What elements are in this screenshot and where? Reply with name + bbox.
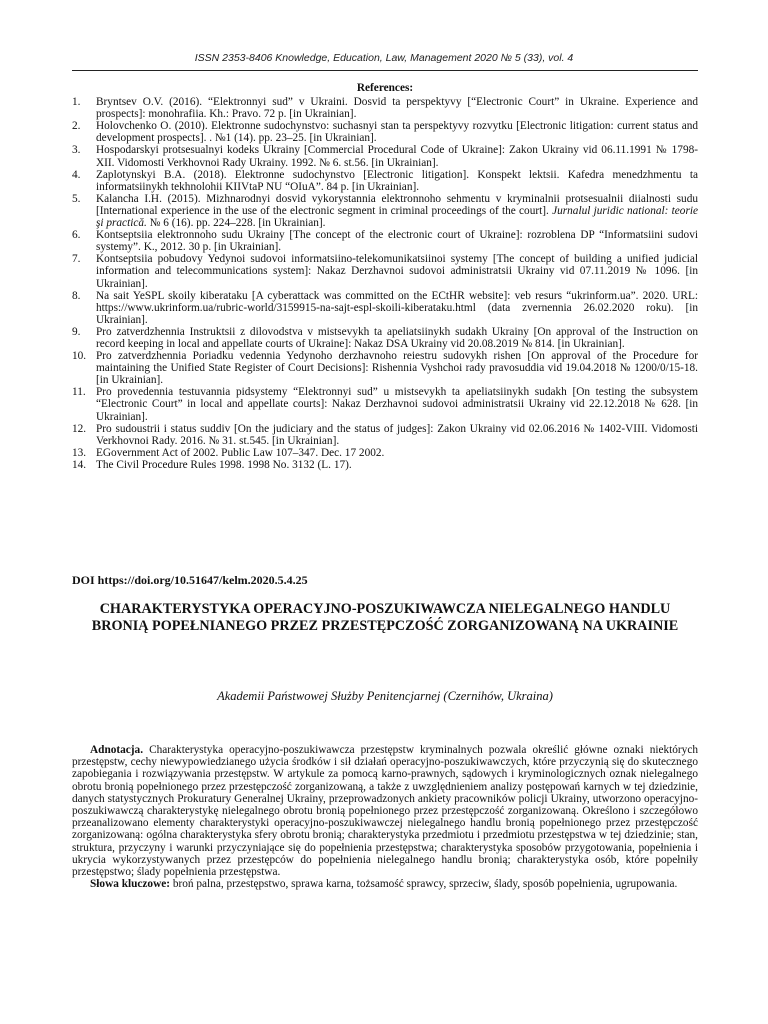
reference-text: Hospodarskyi protsesualnyi kodeks Ukrainy [Commercial Procedural Code of Ukraine]: Zakon Ukrainy vid 06.11.1991 № 1798-XII. Vidomosti Verkhovnoi Rady Ukrainy. 1992. № 6. st.56. [in Ukrainian]. [96, 144, 698, 169]
reference-text: Pro zatverdzhennia Poriadku vedennia Yedynoho derzhavnoho reiestru sudovykh rishen [On approval of the Procedure for maintaining the Unified State Register of Court Decisions]: Rishennia Vyshchoi rady pravosuddia vid 19.04.2018 № 1200/0/15-18. [in Ukrainian]. [96, 350, 698, 387]
doi-line: DOI https://doi.org/10.51647/kelm.2020.5.4.25 [72, 573, 308, 587]
reference-number: 12. [72, 422, 87, 435]
reference-text: Pro sudoustrii i status suddiv [On the judiciary and the status of judges]: Zakon Ukrainy vid 02.06.2016 № 1402-VIII. Vidomosti Verkhovnoi Rady. 2016. № 31. st.545. [in Ukrainian]. [96, 422, 698, 447]
reference-text: Bryntsev O.V. (2016). “Elektronnyi sud” v Ukraini. Dosvid ta perspektyvy [“Electronic Court” in Ukraine. Experience and prospects]: monohrafiia. Kh.: Pravo. 72 p. [in Ukrainian]. [96, 96, 698, 121]
reference-text-tail: № 6 (16). pp. 224–228. [in Ukrainian]. [146, 217, 326, 230]
reference-text: Kontseptsiia elektronnoho sudu Ukrainy [The concept of the electronic court of Ukraine]: rozroblena DP “Informatsiini sudovi systemy”. K., 2012. 30 p. [in Ukrainian]. [96, 229, 698, 254]
reference-number: 7. [72, 253, 81, 266]
reference-text: Kalancha I.H. (2015). Mizhnarodnyi dosvid vykorystannia elektronnoho sehmentu v kryminalnii protsesualnii diialnosti sudu [International experience in the use of the electronic segment in criminal proceedings of the court]. [96, 192, 698, 217]
references-section [72, 82, 698, 471]
reference-number: 4. [72, 168, 81, 181]
reference-item [72, 120, 698, 144]
reference-text: Na sait YeSPL skoily kiberataku [A cyberattack was committed on the ECtHR website]: veb resurs “ukrinform.ua”. 2020. URL: https://www.ukrinform.ua/rubric-world/3159915-na-sajt-espl-skoili-kiberataku.html (data zvernennia 26.02.2020 roku). [in Ukrainian]. [96, 289, 698, 326]
header-divider [72, 70, 698, 71]
reference-number: 5. [72, 192, 81, 205]
reference-item [72, 350, 698, 386]
reference-item [72, 169, 698, 193]
reference-number: 8. [72, 289, 81, 302]
reference-number: 6. [72, 229, 81, 242]
keywords-label: Słowa kluczowe: [90, 878, 171, 891]
abstract-label: Adnotacja. [90, 744, 144, 756]
abstract-text: Charakterystyka operacyjno-poszukiwawcza przestępstw kryminalnych pozwala określić główne oznaki niektórych przestępstw, cechy niewypowiedzianego użycia środków i sił działań operacyjno-poszukiwawczych, które przyczynią się do skutecznego zapobiegania i rozwiązywania przestępstw. W artykule za pomocą karno-prawnych, sądowych i kryminologicznych oznak nielegalnego obrotu bronią popełnionego przez przestępczość zorganizowaną, a także z uwzględnieniem analizy postępowań karnych w tej dziedzinie, danych statystycznych Prokuratury Generalnej Ukrainy, przeprowadzonych ankiety pracowników policji Ukrainy, utworzono operacyjno-poszukiwawczą charakterystykę nielegalnego obrotu bronią popełnionego przez przestępczość zorganizowaną. Określono i szczegółowo przeanalizowano elementy charakterystyki operacyjno-poszukiwawczej nielegalnego handlu bronią popełnionego przez przestępczość zorganizowaną: ogólna charakterystyka sfery obrotu bronią; charakterystyka przedmiotu i przedmiotu przestępstwa w tej dziedzinie; stan, struktura, przyczyny i warunki przyczyniające się do popełnienia przestępstwa; charakterystyka sposobów przygotowania, popełnienia i ukrycia wykorzystywanych przez przestępców do popełnienia nielegalnego handlu bronią; charakterystyka osób, które popełniły przestępstwo; ślady popełnienia przestępstwa. [72, 744, 698, 879]
abstract-section [72, 744, 698, 890]
reference-item [72, 96, 698, 120]
reference-number: 1. [72, 96, 81, 109]
reference-number: 3. [72, 144, 81, 157]
reference-number: 9. [72, 325, 81, 338]
reference-item [72, 193, 698, 229]
reference-text: Pro zatverdzhennia Instruktsii z dilovodstva v mistsevykh ta apeliatsiinykh sudakh Ukrainy [On approval of the Instruction on record keeping in local and appellate courts of Ukraine]: Nakaz DSA Ukrainy vid 20.08.2019 № 814. [in Ukrainian]. [96, 325, 698, 350]
reference-item [72, 253, 698, 289]
reference-journal-italic: Jurnalul juridic national: teorie şi practică. [96, 204, 698, 230]
reference-text: Holovchenko O. (2010). Elektronne sudochynstvo: suchasnyi stan ta perspektyvy rozvytku [Electronic litigation: current status and development prospects]. . №1 (14). pp. 23–25. [in Ukrainian]. [96, 120, 698, 145]
reference-text: EGovernment Act of 2002. Public Law 107–347. Dec. 17 2002. [96, 446, 385, 459]
reference-number: 11. [72, 386, 86, 399]
reference-item [72, 326, 698, 350]
reference-item [72, 459, 698, 471]
keywords-paragraph [72, 878, 698, 890]
reference-text: The Civil Procedure Rules 1998. 1998 No. 3132 (L. 17). [96, 458, 352, 471]
reference-number: 14. [72, 458, 87, 471]
reference-item [72, 229, 698, 253]
reference-text: Pro provedennia testuvannia pidsystemy “Elektronnyi sud” u mistsevykh ta apeliatsiinykh sudakh [On testing the subsystem “Electronic Court” in local and appellate courts]: Nakaz Derzhavnoi sudovoi administratsii Ukrainy vid 22.12.2018 № 628. [in Ukrainian]. [96, 386, 698, 423]
references-title: References: [356, 82, 414, 94]
reference-number: 10. [72, 350, 87, 363]
article-title: CHARAKTERYSTYKA OPERACYJNO-POSZUKIWAWCZA NIELEGALNEGO HANDLU BRONIĄ POPEŁNIANEGO PRZEZ PRZESTĘPCZOŚĆ ZORGANIZOWANĄ NA UKRAINIE [91, 601, 679, 634]
reference-number: 13. [72, 446, 87, 459]
reference-text: Kontseptsiia pobudovy Yedynoi sudovoi informatsiino-telekomunikatsiinoi systemy [The concept of building a unified judicial information and telecommunications system]: Nakaz Derzhavnoi sudovoi administratsii Ukrainy vid 07.11.2019 № 1096. [in Ukrainian]. [96, 253, 698, 290]
author-affiliation: Akademii Państwowej Służby Penitencjarnej (Czernihów, Ukraina) [217, 689, 553, 703]
abstract-paragraph [72, 744, 698, 878]
reference-item [72, 447, 698, 459]
reference-item [72, 144, 698, 168]
keywords-text: broń palna, przestępstwo, sprawa karna, tożsamość sprawcy, sprzeciw, ślady, sposób popełnienia, ugrupowania. [170, 878, 678, 891]
journal-header: ISSN 2353-8406 Knowledge, Education, Law, Management 2020 № 5 (33), vol. 4 [194, 52, 574, 64]
reference-item [72, 423, 698, 447]
references-list [72, 96, 698, 471]
reference-item [72, 290, 698, 326]
reference-text: Zaplotynskyi B.A. (2018). Elektronne sudochynstvo [Electronic litigation]. Konspekt lektsii. Kafedra menedzhmentu ta informatsiinykh tekhnolohii KIIVtaP NU “OIuA”. 84 p. [in Ukrainian]. [96, 168, 698, 193]
reference-number: 2. [72, 120, 81, 133]
reference-item [72, 386, 698, 422]
